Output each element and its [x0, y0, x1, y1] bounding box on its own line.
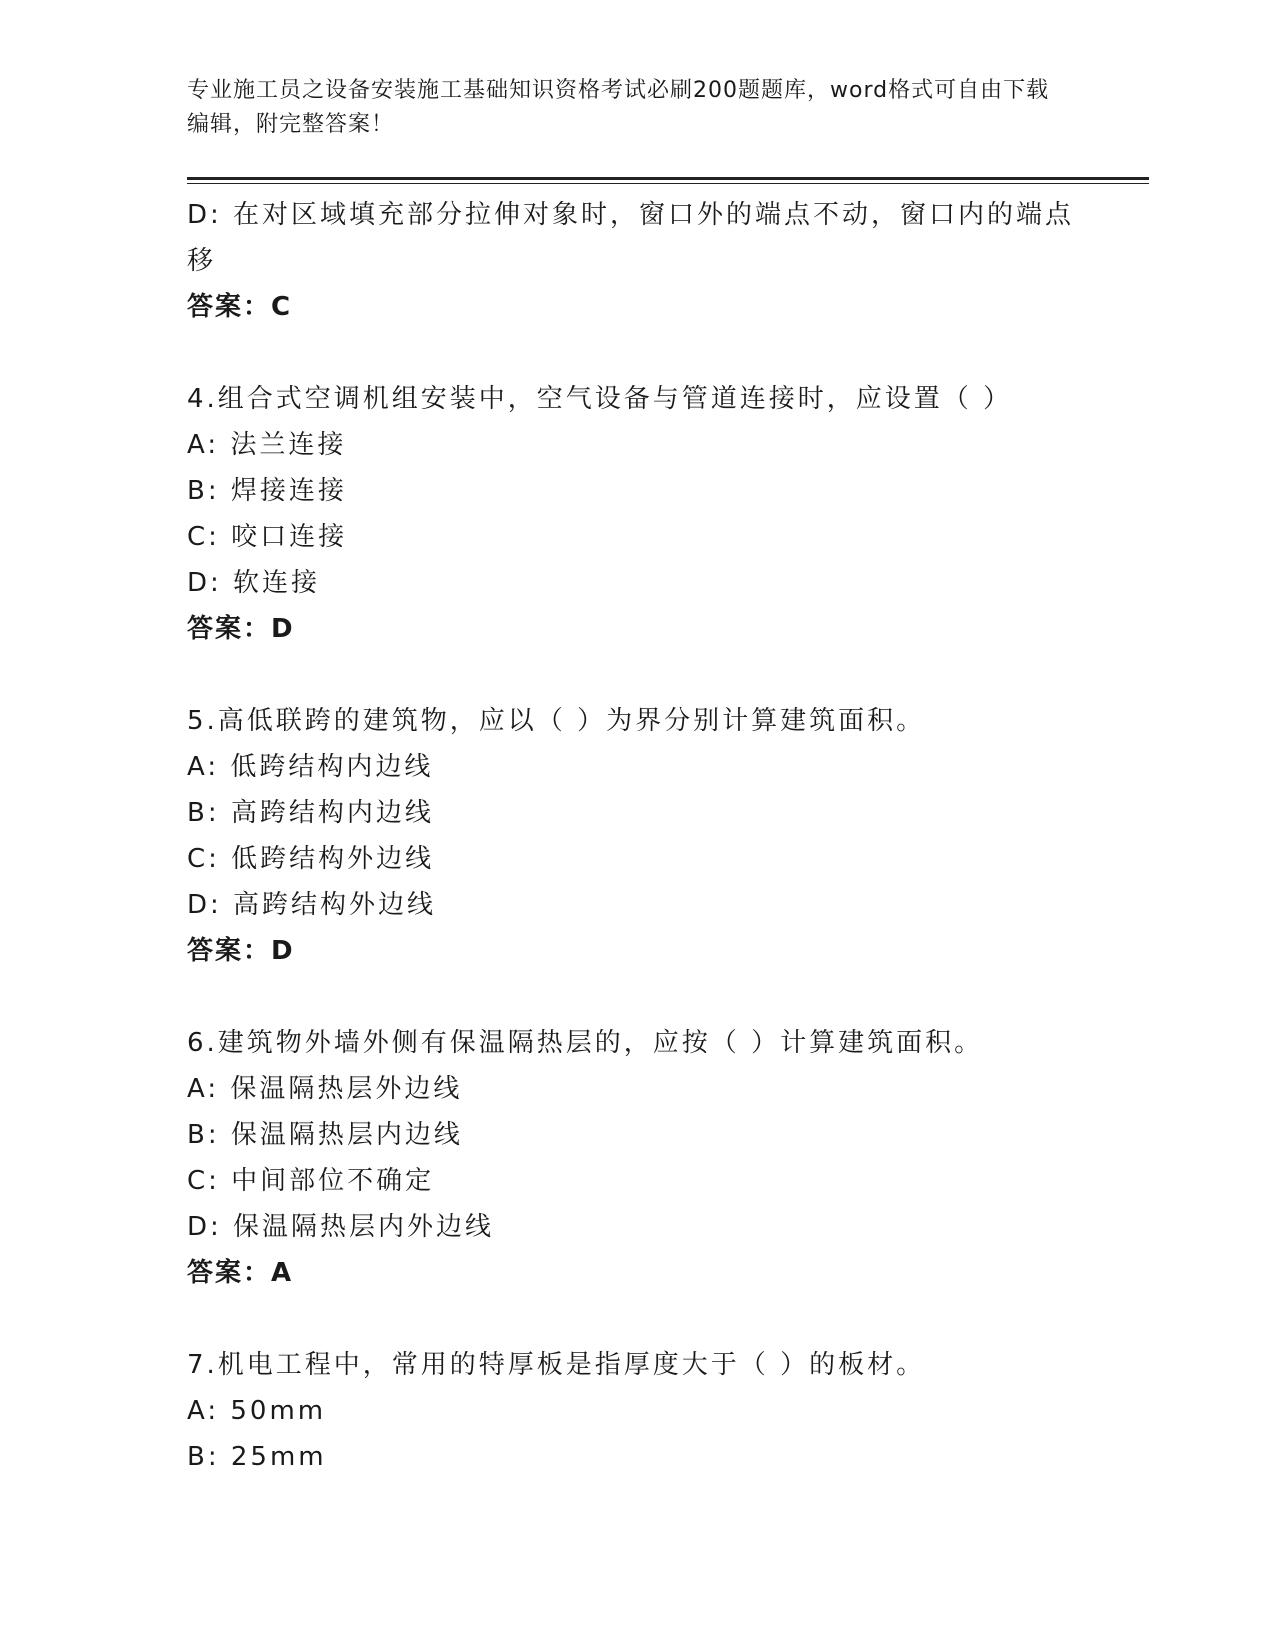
- header-divider: [187, 177, 1149, 180]
- option-d-carryover-line2: 移: [187, 246, 217, 276]
- spacer: [187, 1296, 1087, 1342]
- question-5-option-b: B: 高跨结构内边线: [187, 798, 434, 828]
- question-6-answer: 答案：A: [187, 1258, 294, 1288]
- question-7-stem: 7.机电工程中，常用的特厚板是指厚度大于（ ）的板材。: [187, 1350, 926, 1380]
- question-content: [187, 192, 1087, 1480]
- question-4-option-d: D: 软连接: [187, 568, 321, 598]
- spacer: [187, 974, 1087, 1020]
- question-5-option-a: A: 低跨结构内边线: [187, 752, 434, 782]
- question-6-option-b: B: 保温隔热层内边线: [187, 1120, 463, 1150]
- spacer: [187, 330, 1087, 376]
- answer-carryover: 答案：C: [187, 292, 293, 322]
- question-7-option-a: A: 50mm: [187, 1396, 327, 1426]
- spacer: [187, 652, 1087, 698]
- document-header: 专业施工员之设备安装施工基础知识资格考试必刷200题题库，word格式可自由下载编辑，附完整答案！: [187, 78, 1050, 137]
- question-6-option-d: D: 保温隔热层内外边线: [187, 1212, 495, 1242]
- question-5-stem: 5.高低联跨的建筑物，应以（ ）为界分别计算建筑面积。: [187, 706, 926, 736]
- question-6-option-c: C: 中间部位不确定: [187, 1166, 435, 1196]
- question-4-option-a: A: 法兰连接: [187, 430, 347, 460]
- question-4-stem: 4.组合式空调机组安装中，空气设备与管道连接时，应设置（ ）: [187, 384, 1013, 414]
- option-d-carryover-line1: D: 在对区域填充部分拉伸对象时，窗口外的端点不动，窗口内的端点: [187, 200, 1075, 230]
- header-divider-thin: [187, 183, 1149, 184]
- question-5-option-c: C: 低跨结构外边线: [187, 844, 435, 874]
- question-4-option-b: B: 焊接连接: [187, 476, 347, 506]
- question-4-option-c: C: 咬口连接: [187, 522, 348, 552]
- question-4-answer: 答案：D: [187, 614, 295, 644]
- question-6-stem: 6.建筑物外墙外侧有保温隔热层的，应按（ ）计算建筑面积。: [187, 1028, 984, 1058]
- question-6-option-a: A: 保温隔热层外边线: [187, 1074, 463, 1104]
- question-7-option-b: B: 25mm: [187, 1442, 327, 1472]
- question-5-answer: 答案：D: [187, 936, 295, 966]
- question-5-option-d: D: 高跨结构外边线: [187, 890, 437, 920]
